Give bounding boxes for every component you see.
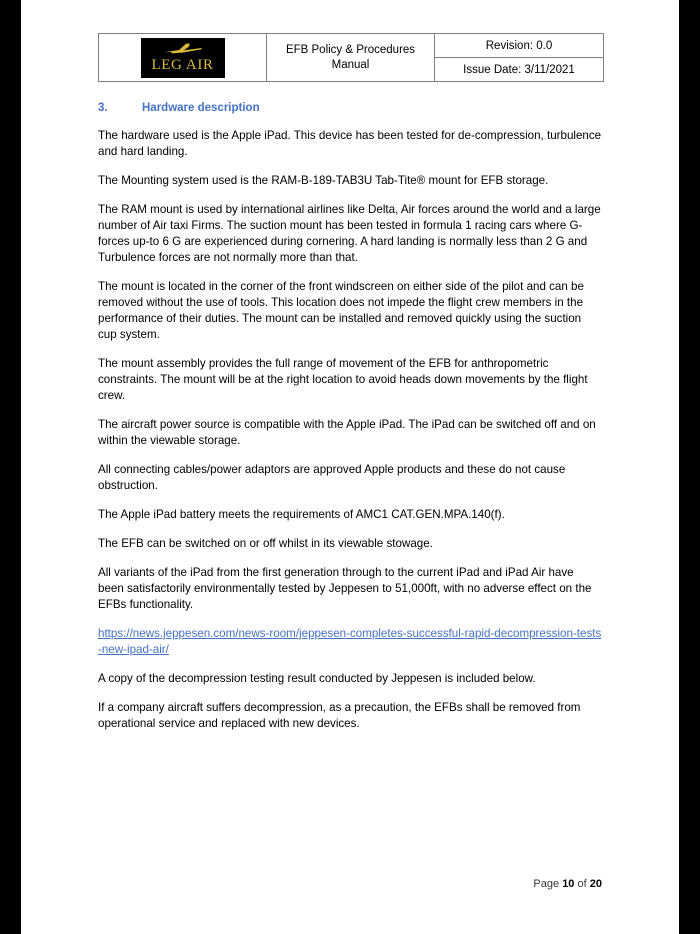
paragraph: If a company aircraft suffers decompression, as a precaution, the EFBs shall be removed from operational service and replaced with new devices. — [98, 700, 581, 730]
header-issue-date: Issue Date: 3/11/2021 — [435, 58, 604, 82]
external-link-paragraph — [98, 626, 602, 658]
section-number: 3. — [98, 102, 108, 114]
paragraph: The Mounting system used is the RAM-B-189-TAB3U Tab-Tite® mount for EFB storage. — [98, 173, 549, 187]
paragraph: The EFB can be switched on or off whilst in its viewable stowage. — [98, 536, 433, 550]
paragraph: The Apple iPad battery meets the requirements of AMC1 CAT.GEN.MPA.140(f). — [98, 507, 505, 521]
footer-separator: of — [577, 878, 587, 890]
jeppesen-decompression-link[interactable]: https://news.jeppesen.com/news-room/jeppesen-completes-successful-rapid-decompression-tests-new-ipad-air/ — [98, 626, 602, 656]
header-logo-cell — [99, 34, 267, 82]
header-document-title: EFB Policy & Procedures Manual — [267, 34, 435, 82]
footer-current-page: 10 — [562, 878, 575, 890]
header-revision: Revision: 0.0 — [435, 34, 604, 58]
paragraph: All connecting cables/power adaptors are approved Apple products and these do not cause obstruction. — [98, 462, 566, 492]
paragraph: The mount is located in the corner of the front windscreen on either side of the pilot and can be removed without the use of tools. This location does not impede the flight crew members in the performance of their duties. The mount can be installed and removed quickly using the suction cup system. — [98, 279, 584, 341]
document-header-table — [98, 33, 604, 82]
footer-total-pages: 20 — [589, 878, 602, 890]
footer-prefix: Page — [533, 878, 560, 890]
body-content — [98, 128, 602, 732]
leg-air-logo — [141, 38, 225, 78]
page-content — [98, 33, 602, 732]
document-page — [21, 0, 679, 934]
paragraph: The mount assembly provides the full range of movement of the EFB for anthropometric constraints. The mount will be at the right location to avoid heads down movements by the flight crew. — [98, 356, 588, 402]
airplane-icon — [163, 43, 203, 54]
section-heading — [98, 102, 602, 114]
paragraph: A copy of the decompression testing result conducted by Jeppesen is included below. — [98, 671, 536, 685]
logo-wordmark: LEG AIR — [151, 56, 214, 73]
paragraph: The RAM mount is used by international airlines like Delta, Air forces around the world and a large number of Air taxi Firms. The suction mount has been tested in formula 1 racing cars where G-forces up-to 6 G are experienced during cornering. A hard landing is normally less than 2 G and Turbulence forces are not normally more than that. — [98, 202, 601, 264]
paragraph: The hardware used is the Apple iPad. This device has been tested for de-compression, turbulence and hard landing. — [98, 129, 602, 158]
paragraph: The aircraft power source is compatible with the Apple iPad. The iPad can be switched off and on within the viewable storage. — [98, 417, 596, 447]
section-title: Hardware description — [142, 102, 260, 114]
paragraph: All variants of the iPad from the first generation through to the current iPad and iPad Air have been satisfactorily environmentally tested by Jeppesen to 51,000ft, with no adverse effect on the EFBs functionality. — [98, 565, 592, 611]
header-row-top — [99, 34, 604, 58]
page-footer — [21, 878, 679, 890]
